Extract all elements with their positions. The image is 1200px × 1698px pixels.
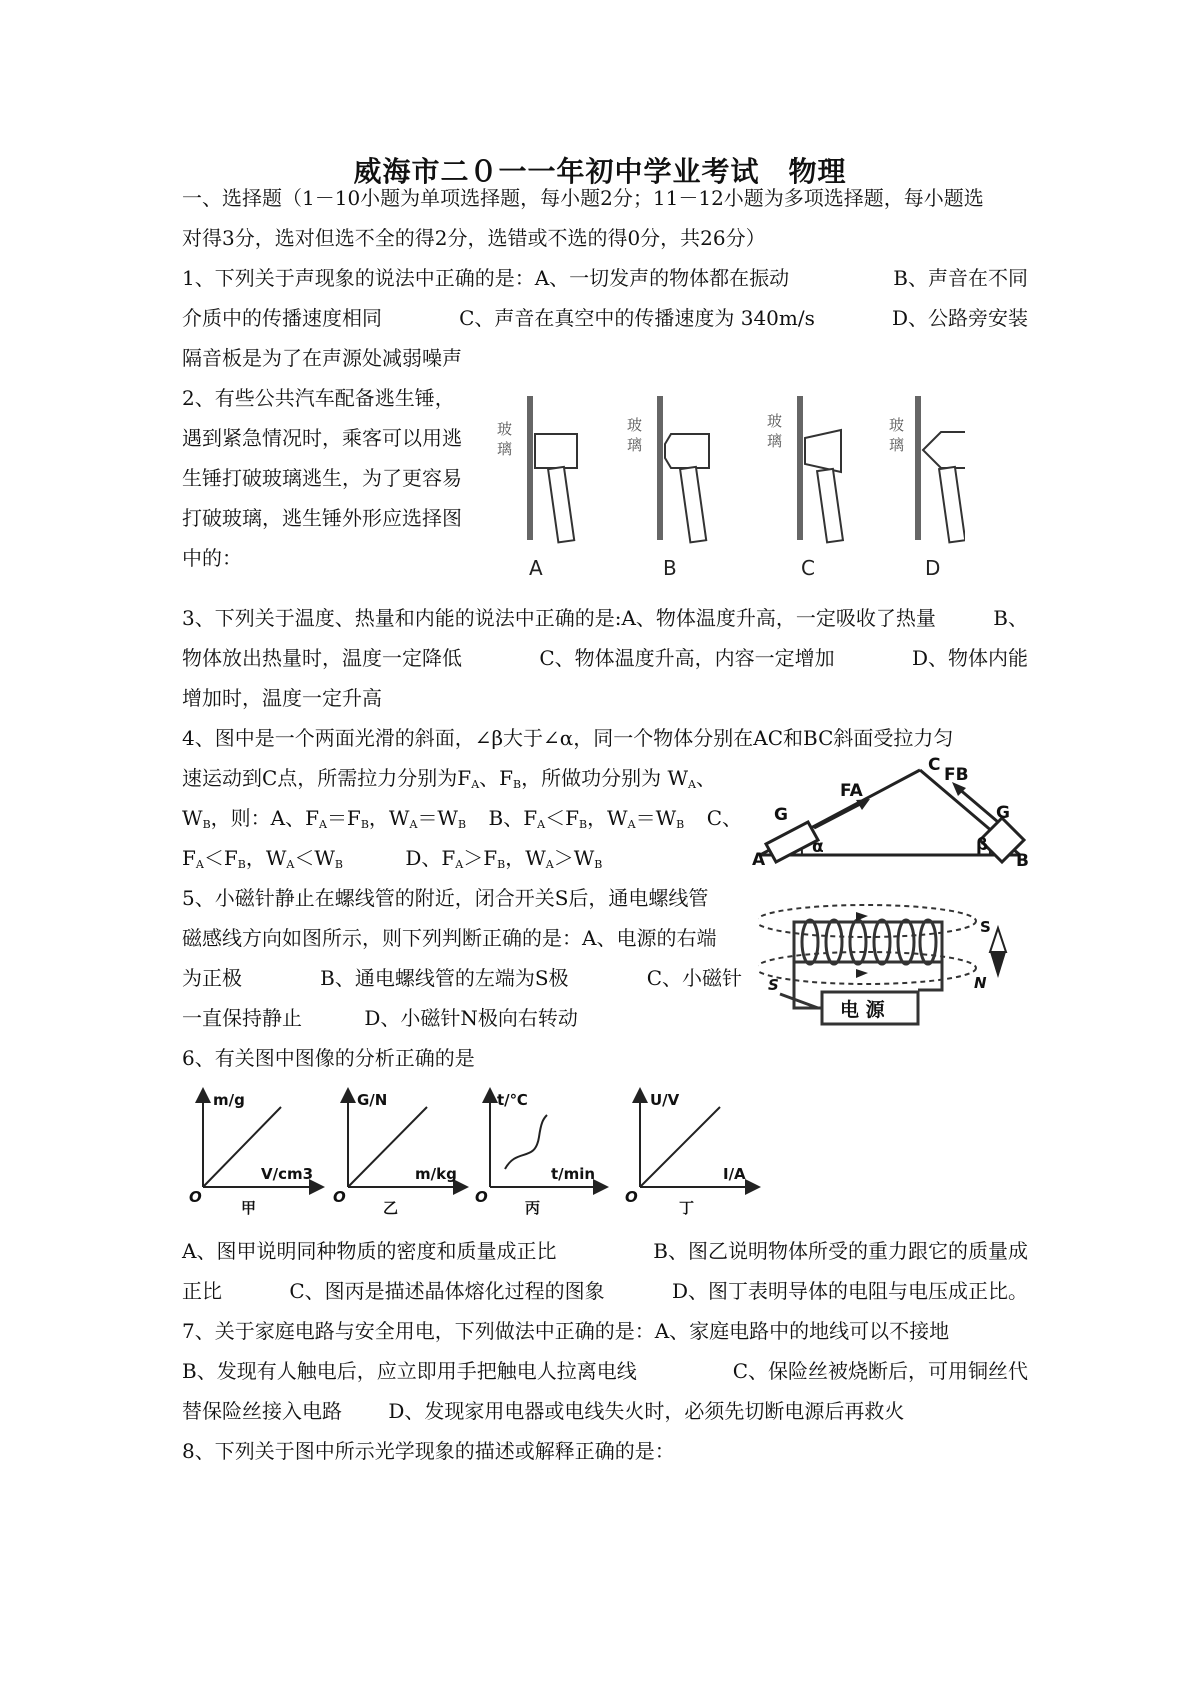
graph-jia bbox=[189, 1091, 317, 1215]
question-2-line4: 打破玻璃，逃生锤外形应选择图 bbox=[182, 506, 462, 530]
q1-option-d: D、公路旁安装 bbox=[891, 306, 1028, 330]
q4-l2-text: 速运动到C点，所需拉力分别为F bbox=[182, 766, 472, 790]
question-3-line3: 增加时，温度一定升高 bbox=[182, 686, 382, 710]
glass-label-b: 玻 bbox=[627, 416, 643, 434]
question-6-line1: 6、有关图中图像的分析正确的是 bbox=[182, 1046, 475, 1070]
q1-option-b: B、声音在不同 bbox=[893, 266, 1028, 290]
graph-bing-ylabel: t/℃ bbox=[497, 1091, 528, 1109]
glass-label-d: 玻 bbox=[889, 416, 905, 434]
graph-ding-xlabel: I/A bbox=[723, 1165, 746, 1183]
q4-l3-text: ，则：A、F bbox=[210, 806, 319, 830]
option-label-b: B bbox=[663, 556, 677, 580]
hammer-head-c bbox=[805, 430, 841, 472]
q3-option-c: C、物体温度升高，内容一定增加 bbox=[539, 646, 835, 670]
hammer-handle-a bbox=[548, 467, 574, 543]
hammer-b bbox=[657, 396, 709, 542]
question-7-line2 bbox=[182, 1358, 1028, 1384]
q5-option-b: B、通电螺线管的左端为S极 bbox=[320, 966, 569, 990]
glass-pane-c bbox=[797, 396, 803, 540]
question-6-line2 bbox=[182, 1238, 1028, 1264]
graph-ding-caption: 丁 bbox=[679, 1199, 695, 1215]
question-7-line3 bbox=[182, 1398, 904, 1424]
force-arrow-fb bbox=[958, 788, 998, 822]
hammer-c bbox=[797, 396, 843, 542]
switch-label: S bbox=[768, 976, 779, 994]
q6-option-b-cont: 正比 bbox=[182, 1279, 222, 1303]
question-2-line1: 2、有些公共汽车配备逃生锤， bbox=[182, 386, 455, 410]
question-4-line4 bbox=[182, 845, 602, 871]
q6-option-c: C、图丙是描述晶体熔化过程的图象 bbox=[289, 1279, 605, 1303]
compass-label-s: S bbox=[980, 918, 991, 936]
graph-jia-caption: 甲 bbox=[241, 1199, 257, 1215]
q4-option-a: $W_B$，则：A、$F_A=F_B$，$W_A=W_B$ bbox=[182, 806, 467, 831]
label-g-right: G bbox=[996, 803, 1010, 823]
solenoid-figure bbox=[758, 888, 1028, 1028]
hammer-handle-b bbox=[680, 467, 706, 543]
q3-stem: 3、下列关于温度、热量和内能的说法中正确的是:A、物体温度升高，一定吸收了热量 bbox=[182, 606, 936, 630]
glass-label-a2: 璃 bbox=[497, 440, 513, 458]
hammer-handle-d bbox=[939, 467, 965, 543]
question-2-line5: 中的： bbox=[182, 546, 242, 570]
option-label-c: C bbox=[801, 556, 815, 580]
solenoid-coils bbox=[802, 920, 936, 964]
hammer-figure bbox=[495, 390, 965, 590]
section-instruction-line2: 对得3分，选对但选不全的得2分，选错或不选的得0分，共26分） bbox=[182, 226, 766, 250]
q7-option-c: C、保险丝被烧断后，可用铜丝代 bbox=[732, 1359, 1028, 1383]
graph-jia-ylabel: m/g bbox=[213, 1091, 245, 1109]
graph-ding-origin: O bbox=[625, 1188, 638, 1206]
q3-option-d: D、物体内能 bbox=[911, 646, 1028, 670]
graph-ding bbox=[625, 1091, 753, 1215]
section-instruction-line1: 一、选择题（1－10小题为单项选择题，每小题2分；11－12小题为多项选择题，每小题选 bbox=[182, 186, 984, 210]
label-fa: FA bbox=[840, 781, 863, 801]
question-2-line2: 遇到紧急情况时，乘客可以用逃 bbox=[182, 426, 462, 450]
question-5-line3 bbox=[182, 965, 742, 991]
question-3-line2 bbox=[182, 645, 1028, 671]
force-arrow-fa bbox=[814, 802, 864, 828]
graph-yi-origin: O bbox=[333, 1188, 346, 1206]
q5-option-a-cont: 为正极 bbox=[182, 966, 242, 990]
q1-stem: 1、下列关于声现象的说法中正确的是：A、一切发声的物体都在振动 bbox=[182, 266, 790, 290]
q5-option-c-cont: 一直保持静止 bbox=[182, 1006, 302, 1030]
glass-label-b2: 璃 bbox=[627, 436, 643, 454]
glass-label-a: 玻 bbox=[497, 420, 513, 438]
question-1-line1 bbox=[182, 265, 1028, 291]
question-1-line2 bbox=[182, 305, 1028, 331]
hammer-head-b bbox=[665, 434, 709, 468]
q6-option-a: A、图甲说明同种物质的密度和质量成正比 bbox=[182, 1239, 557, 1263]
incline-figure bbox=[752, 752, 1032, 872]
glass-pane-a bbox=[527, 396, 533, 540]
hammer-a bbox=[527, 396, 577, 542]
graph-bing-origin: O bbox=[475, 1188, 488, 1206]
q6-option-d: D、图丁表明导体的电阻与电压成正比。 bbox=[671, 1279, 1028, 1303]
label-g-left: G bbox=[774, 805, 788, 825]
field-arrow-top bbox=[856, 912, 868, 921]
q7-option-d: D、发现家用电器或电线失火时，必须先切断电源后再救火 bbox=[388, 1399, 905, 1423]
glass-label-d2: 璃 bbox=[889, 436, 905, 454]
glass-label-c: 玻 bbox=[767, 412, 783, 430]
wire-right bbox=[918, 962, 942, 990]
graph-yi-caption: 乙 bbox=[383, 1199, 399, 1215]
hammer-d bbox=[915, 396, 965, 542]
q5-option-c: C、小磁针 bbox=[646, 966, 742, 990]
option-label-a: A bbox=[529, 556, 543, 580]
question-8-line1: 8、下列关于图中所示光学现象的描述或解释正确的是： bbox=[182, 1439, 675, 1463]
page-title: 威海市二０一一年初中学业考试 物理 bbox=[353, 155, 847, 188]
switch-lever bbox=[780, 994, 818, 1008]
q7-option-b: B、发现有人触电后，应立即用手把触电人拉离电线 bbox=[182, 1359, 637, 1383]
field-arrow-bottom bbox=[856, 969, 868, 978]
question-6-line3 bbox=[182, 1278, 1028, 1304]
hammer-head-a bbox=[535, 434, 577, 468]
graph-ding-ylabel: U/V bbox=[650, 1091, 680, 1109]
q7-option-c-cont: 替保险丝接入电路 bbox=[182, 1399, 342, 1423]
hammer-head-d bbox=[923, 432, 965, 468]
graphs-figure bbox=[185, 1085, 765, 1215]
power-source-label: 电 源 bbox=[840, 999, 885, 1021]
graph-bing bbox=[475, 1091, 601, 1215]
question-4-line3 bbox=[182, 805, 742, 831]
q1-option-b-cont: 介质中的传播速度相同 bbox=[182, 306, 382, 330]
graph-jia-origin: O bbox=[189, 1188, 202, 1206]
label-a: A bbox=[752, 850, 766, 870]
compass-needle-s bbox=[990, 928, 1006, 952]
question-1-line3: 隔音板是为了在声源处减弱噪声 bbox=[182, 346, 462, 370]
question-7-line1: 7、关于家庭电路与安全用电，下列做法中正确的是：A、家庭电路中的地线可以不接地 bbox=[182, 1319, 950, 1343]
question-2-line3: 生锤打破玻璃逃生，为了更容易 bbox=[182, 466, 462, 490]
compass-label-n: N bbox=[974, 974, 987, 992]
question-5-line1: 5、小磁针静止在螺线管的附近，闭合开关S后，通电螺线管 bbox=[182, 886, 709, 910]
graph-bing-xlabel: t/min bbox=[551, 1165, 596, 1183]
glass-pane-d bbox=[915, 396, 921, 540]
graph-yi-xlabel: m/kg bbox=[415, 1165, 457, 1183]
hammer-handle-c bbox=[817, 469, 843, 543]
graph-yi-ylabel: G/N bbox=[357, 1091, 388, 1109]
q5-option-d: D、小磁针N极向右转动 bbox=[364, 1006, 578, 1030]
question-5-line4 bbox=[182, 1005, 578, 1031]
label-c: C bbox=[928, 755, 941, 775]
compass-needle-n bbox=[990, 952, 1006, 978]
question-4-line2: 速运动到C点，所需拉力分别为$F_A$、$F_B$，所做功分别为 $W_A$、 bbox=[182, 766, 716, 791]
question-3-line1 bbox=[182, 605, 1028, 631]
glass-label-c2: 璃 bbox=[767, 432, 783, 450]
question-4-line1: 4、图中是一个两面光滑的斜面，∠β大于∠α，同一个物体分别在AC和BC斜面受拉力匀 bbox=[182, 726, 954, 750]
q4-option-d: D、$F_A>F_B$，$W_A>W_B$ bbox=[405, 846, 603, 871]
question-5-line2: 磁感线方向如图所示，则下列判断正确的是：A、电源的右端 bbox=[182, 926, 717, 950]
glass-pane-b bbox=[657, 396, 663, 540]
option-label-d: D bbox=[925, 556, 941, 580]
q3-option-b-cont: 物体放出热量时，温度一定降低 bbox=[182, 646, 462, 670]
q4-option-c-cont: $F_A<F_B$，$W_A<W_B$ bbox=[182, 846, 343, 871]
q4-option-b: B、$F_A<F_B$，$W_A=W_B$ bbox=[488, 806, 685, 831]
q3-option-b: B、 bbox=[993, 606, 1028, 630]
label-fb: FB bbox=[944, 765, 969, 785]
q6-option-b: B、图乙说明物体所受的重力跟它的质量成 bbox=[653, 1239, 1028, 1263]
label-b: B bbox=[1016, 851, 1029, 871]
label-beta: β bbox=[976, 835, 989, 855]
q4-option-c: C、 bbox=[706, 806, 742, 830]
graph-bing-caption: 丙 bbox=[525, 1199, 541, 1215]
graph-yi bbox=[333, 1091, 461, 1215]
label-alpha: α bbox=[812, 837, 824, 857]
q1-option-c: C、声音在真空中的传播速度为 340m/s bbox=[459, 306, 815, 330]
graph-jia-xlabel: V/cm3 bbox=[261, 1165, 314, 1183]
